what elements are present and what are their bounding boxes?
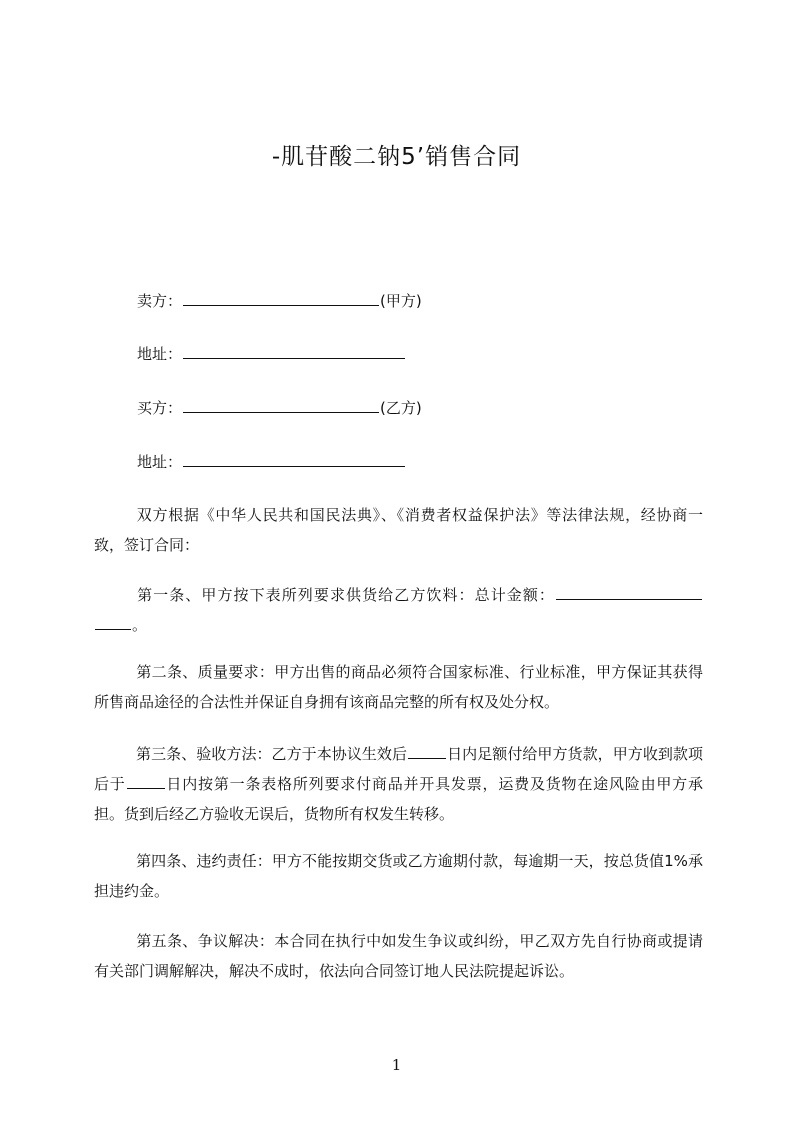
article-1-end: 。 (132, 616, 148, 634)
article-3-part3: 日内按第一条表格所列要求付商品并开具发票，运费及货物在途风险由甲方承担。货到后经乙方验收无误后，货物所有权发生转移。 (94, 775, 703, 823)
article-2 (94, 657, 703, 717)
buyer-field (137, 397, 422, 419)
article-2-text: 第二条、质量要求：甲方出售的商品必须符合国家标准、行业标准，甲方保证其获得所售商品途径的合法性并保证自身拥有该商品完整的所有权及处分权。 (94, 663, 703, 711)
buyer-name-blank[interactable] (183, 398, 379, 413)
delivery-days-blank[interactable] (127, 774, 165, 789)
buyer-suffix: (乙方) (380, 399, 422, 417)
seller-suffix: (甲方) (380, 292, 422, 310)
article-5 (94, 926, 703, 986)
total-amount-blank[interactable] (556, 585, 702, 600)
payment-days-blank[interactable] (408, 744, 446, 759)
seller-address-blank[interactable] (183, 344, 405, 359)
article-3 (94, 739, 703, 829)
article-4-text: 第四条、违约责任：甲方不能按期交货或乙方逾期付款，每逾期一天，按总货值1%承担违约金。 (94, 852, 703, 900)
buyer-address-label: 地址： (137, 453, 183, 471)
article-1 (94, 580, 703, 640)
page-number: 1 (391, 1056, 402, 1074)
intro-paragraph (94, 500, 703, 560)
buyer-address-field (137, 451, 406, 473)
seller-address-field (137, 343, 406, 365)
article-4 (94, 846, 703, 906)
buyer-label: 买方： (137, 399, 183, 417)
seller-address-label: 地址： (137, 345, 183, 363)
total-amount-blank-cont[interactable] (95, 615, 131, 630)
article-3-part1: 第三条、验收方法：乙方于本协议生效后 (136, 745, 408, 763)
article-1-text: 第一条、甲方按下表所列要求供货给乙方饮料：总计金额： (136, 586, 555, 604)
intro-text: 双方根据《中华人民共和国民法典》、《消费者权益保护法》等法律法规，经协商一致，签订合同： (94, 506, 703, 554)
seller-label: 卖方： (137, 292, 183, 310)
seller-field (137, 290, 422, 312)
article-5-text: 第五条、争议解决：本合同在执行中如发生争议或纠纷，甲乙双方先自行协商或提请有关部门调解解决，解决不成时，依法向合同签订地人民法院提起诉讼。 (94, 932, 703, 980)
buyer-address-blank[interactable] (183, 452, 405, 467)
article-3-part2: 日内足额付给甲方货款，甲方收到款项后于 (94, 745, 703, 793)
seller-name-blank[interactable] (183, 291, 379, 306)
contract-title: -肌苷酸二钠5’销售合同 (271, 144, 522, 170)
